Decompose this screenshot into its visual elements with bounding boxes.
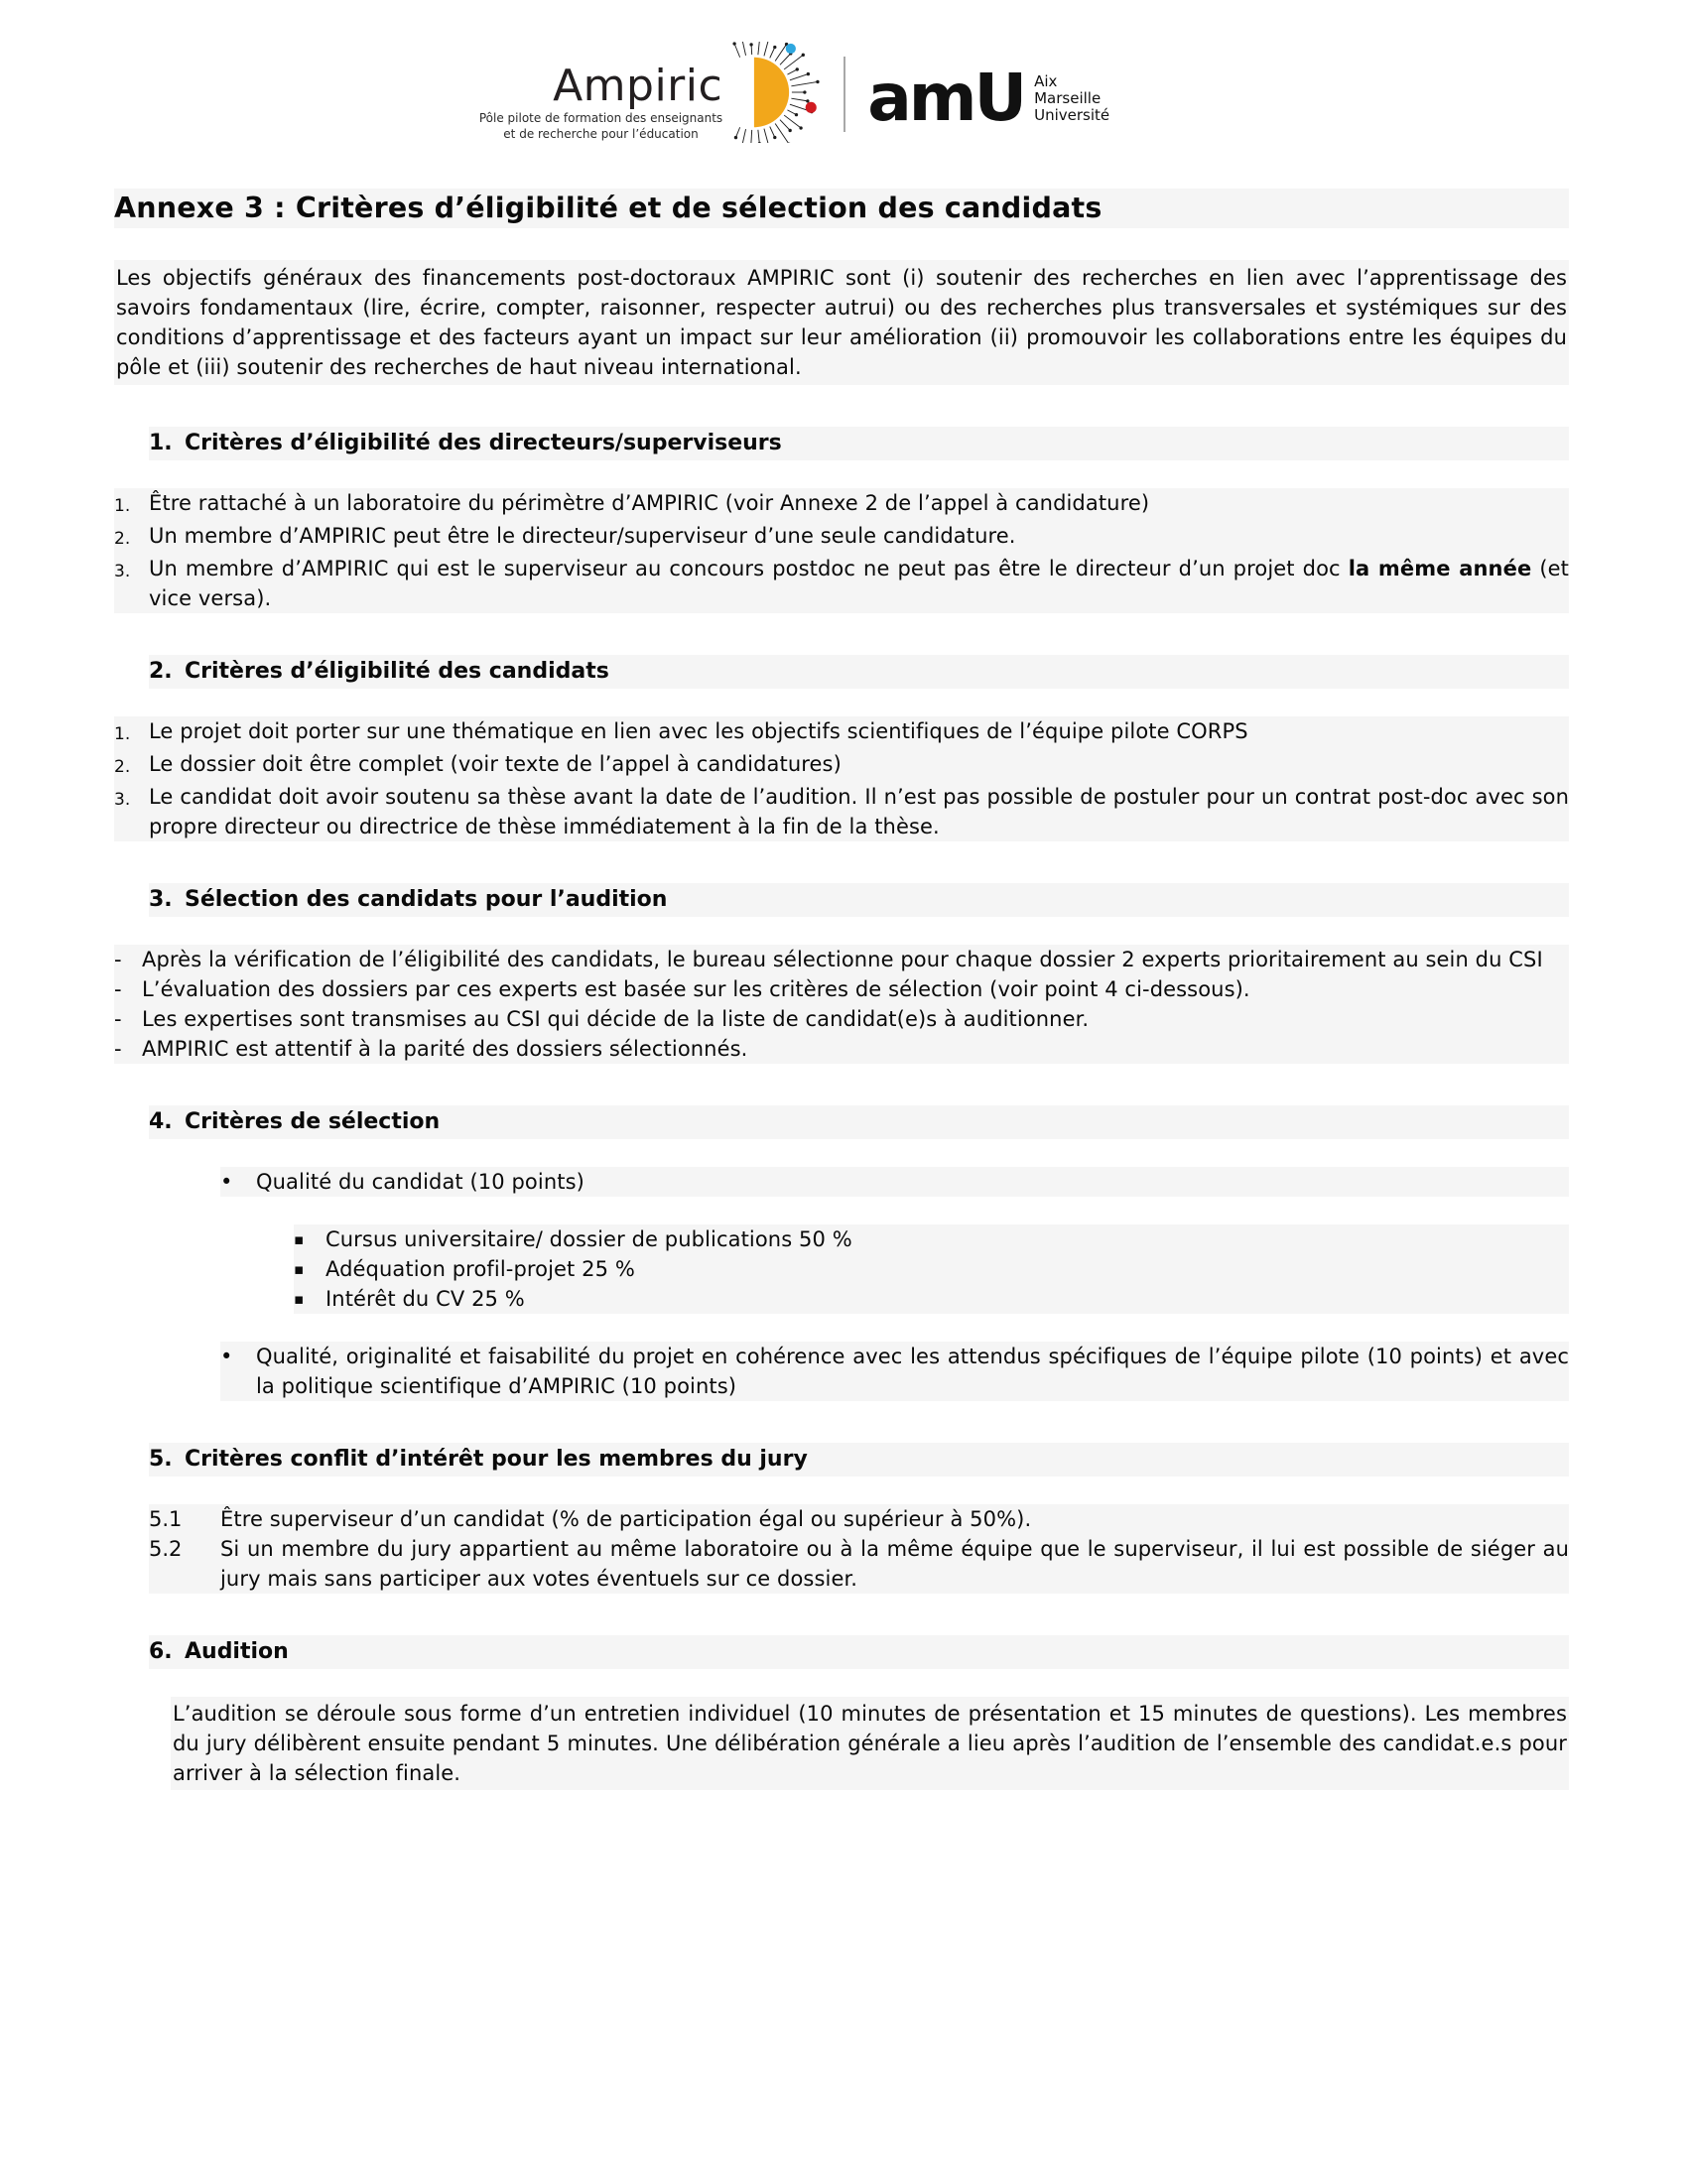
section-2-heading — [149, 655, 1569, 689]
section-number: 2. — [149, 659, 173, 684]
section-5-heading — [149, 1443, 1569, 1477]
logo-divider — [844, 57, 845, 132]
ampiric-tagline: Pôle pilote de formation des enseignants et de recherche pour l’éducation — [478, 111, 723, 141]
section-3-list — [114, 945, 1569, 1064]
audition-paragraph: L’audition se déroule sous forme d’un entretien individuel (10 minutes de présentation et 15 minutes de questions). Les membres du jury délibèrent ensuite pendant 5 minutes. Une délibération générale a lieu après l’audition de l’ensemble des candidat.e.s pour arriver à la sélection finale. — [171, 1697, 1569, 1790]
sub-bullet-marker: ▪ — [294, 1230, 305, 1248]
sub-bullet-list — [114, 1224, 1569, 1314]
section-number: 1. — [149, 431, 173, 455]
section-title: Audition — [185, 1639, 289, 1664]
list-marker: 3. — [114, 562, 131, 581]
list-marker: 1. — [114, 496, 131, 516]
sub-bullet-marker: ▪ — [294, 1290, 305, 1308]
bullet-marker: • — [220, 1170, 233, 1194]
section-number: 5. — [149, 1447, 173, 1472]
list-item: 5.2 Si un membre du jury appartient au même laboratoire ou à la même équipe que le superviseur, il lui est possible de siéger au jury mais sans participer aux votes éventuels sur ce dossier. — [149, 1534, 1569, 1594]
section-title: Critères conflit d’intérêt pour les membres du jury — [185, 1447, 808, 1472]
list-marker: 2. — [114, 529, 131, 549]
intro-paragraph: Les objectifs généraux des financements post-doctoraux AMPIRIC sont (i) soutenir des recherches en lien avec l’apprentissage des savoirs fondamentaux (lire, écrire, compter, raisonner, respecter autrui) ou des recherches plus transversales et systémiques sur des conditions d’apprentissage et des facteurs ayant un impact sur leur amélioration (ii) promouvoir les collaborations entre les équipes du pôle et (iii) soutenir des recherches de haut niveau international. — [114, 260, 1569, 385]
section-6-heading — [149, 1635, 1569, 1669]
section-1-list — [114, 488, 1569, 613]
list-item: - AMPIRIC est attentif à la parité des dossiers sélectionnés. — [114, 1034, 1569, 1064]
section-title: Critères d’éligibilité des directeurs/superviseurs — [185, 431, 782, 455]
bullet-item: • Qualité, originalité et faisabilité du projet en cohérence avec les attendus spécifiques de l’équipe pilote (10 points) et avec la politique scientifique d’AMPIRIC (10 points) — [220, 1342, 1569, 1401]
logo-header — [0, 0, 1638, 147]
sub-bullet-item: ▪ Adéquation profil-projet 25 % — [294, 1254, 1569, 1284]
list-marker: 5.1 — [149, 1507, 183, 1531]
list-marker: - — [114, 948, 122, 971]
amu-wordmark: amU — [867, 59, 1025, 136]
document-content — [0, 189, 1688, 1790]
section-4-heading — [149, 1105, 1569, 1139]
ampiric-logo — [479, 42, 830, 147]
bullet-marker: • — [220, 1345, 233, 1368]
ampiric-sun-icon — [726, 42, 830, 147]
list-item: - Après la vérification de l’éligibilité des candidats, le bureau sélectionne pour chaque dossier 2 experts prioritairement au sein du CSI — [114, 945, 1569, 974]
list-item: 3. Le candidat doit avoir soutenu sa thèse avant la date de l’audition. Il n’est pas possible de postuler pour un contrat post-doc avec son propre directeur ou directrice de thèse immédiatement à la fin de la thèse. — [114, 782, 1569, 841]
list-marker: - — [114, 1007, 122, 1031]
list-item: 2. Le dossier doit être complet (voir texte de l’appel à candidatures) — [114, 749, 1569, 782]
page-title: Annexe 3 : Critères d’éligibilité et de sélection des candidats — [114, 189, 1569, 228]
list-marker: 3. — [114, 790, 131, 810]
section-number: 4. — [149, 1109, 173, 1134]
section-title: Critères d’éligibilité des candidats — [185, 659, 609, 684]
section-title: Sélection des candidats pour l’audition — [185, 887, 668, 912]
list-marker: - — [114, 1037, 122, 1061]
sub-bullet-marker: ▪ — [294, 1260, 305, 1278]
list-item: 1. Être rattaché à un laboratoire du périmètre d’AMPIRIC (voir Annexe 2 de l’appel à candidature) — [114, 488, 1569, 521]
list-marker: 5.2 — [149, 1537, 183, 1561]
amu-affiliation: Aix Marseille Université — [1034, 71, 1110, 124]
section-3-heading — [149, 883, 1569, 917]
ampiric-wordmark: Ampiric — [553, 61, 723, 112]
list-item: - Les expertises sont transmises au CSI qui décide de la liste de candidat(e)s à auditionner. — [114, 1004, 1569, 1034]
section-number: 3. — [149, 887, 173, 912]
sub-bullet-item: ▪ Intérêt du CV 25 % — [294, 1284, 1569, 1314]
list-item: - L’évaluation des dossiers par ces experts est basée sur les critères de sélection (voir point 4 ci-dessous). — [114, 974, 1569, 1004]
sub-bullet-item: ▪ Cursus universitaire/ dossier de publications 50 % — [294, 1224, 1569, 1254]
list-item: 2. Un membre d’AMPIRIC peut être le directeur/superviseur d’une seule candidature. — [114, 521, 1569, 554]
section-2-list — [114, 716, 1569, 841]
list-item: 5.1 Être superviseur d’un candidat (% de participation égal ou supérieur à 50%). — [149, 1504, 1569, 1534]
list-item: 1. Le projet doit porter sur une thématique en lien avec les objectifs scientifiques de l’équipe pilote CORPS — [114, 716, 1569, 749]
list-marker: 2. — [114, 757, 131, 777]
list-marker: - — [114, 977, 122, 1001]
bullet-item: • Qualité du candidat (10 points) — [220, 1167, 1569, 1197]
list-item: 3. Un membre d’AMPIRIC qui est le superviseur au concours postdoc ne peut pas être le directeur d’un projet doc la même année (et vice versa). — [114, 554, 1569, 613]
section-1-heading — [149, 427, 1569, 460]
amu-logo — [867, 59, 1110, 136]
list-marker: 1. — [114, 724, 131, 744]
section-number: 6. — [149, 1639, 173, 1664]
section-5-list — [114, 1504, 1569, 1594]
section-title: Critères de sélection — [185, 1109, 441, 1134]
